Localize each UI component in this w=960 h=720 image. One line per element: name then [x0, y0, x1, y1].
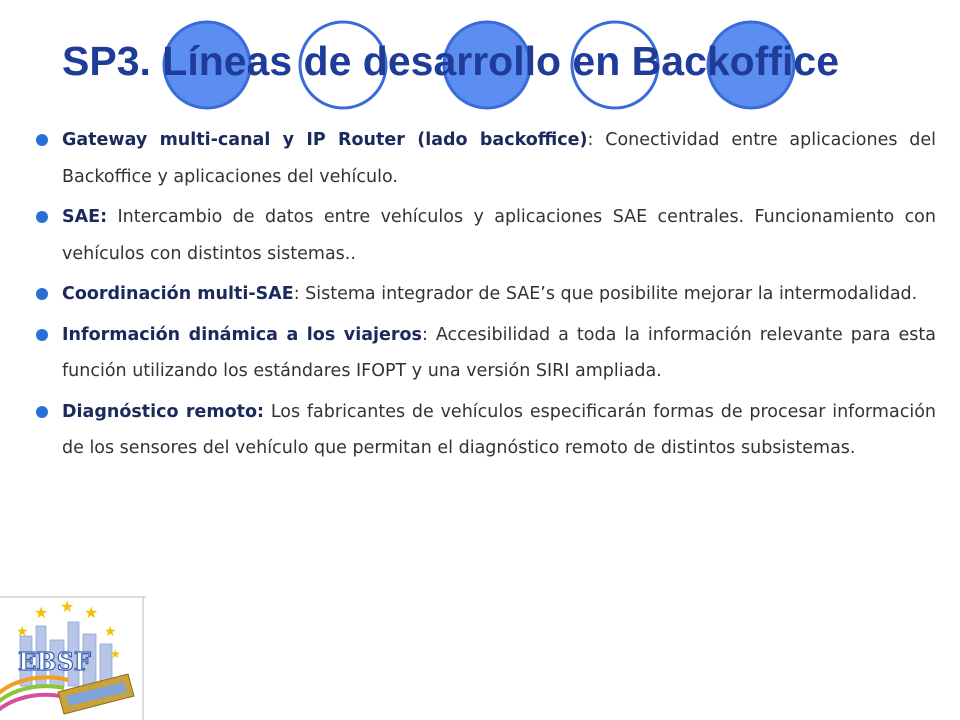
- bullet-list: [36, 122, 936, 471]
- svg-text:★: ★: [84, 603, 99, 622]
- svg-text:★: ★: [16, 624, 29, 640]
- bullet-term: Diagnóstico remoto:: [62, 401, 264, 422]
- ebsf-logo: [0, 596, 146, 720]
- bullet-separator: :: [293, 284, 306, 304]
- bullet-dot-icon: [36, 288, 48, 300]
- bullet-text: Intercambio de datos entre vehículos y aplicaciones SAE centrales. Funcionamiento con vehículos con distintos sistemas..: [62, 207, 936, 264]
- bullet-item-sae: [36, 199, 936, 272]
- svg-text:★: ★: [34, 603, 49, 622]
- bullet-separator: :: [587, 130, 606, 150]
- bullet-separator: :: [421, 324, 436, 345]
- bullet-text: Los fabricantes de vehículos especificarán formas de procesar información de los sensores del vehículo que permitan el diagnóstico remoto de distintos subsistemas.: [62, 401, 936, 458]
- bullet-item-diagnostico: [36, 394, 936, 467]
- bullet-term: Coordinación multi-SAE: [62, 284, 294, 304]
- bullet-term: SAE:: [62, 207, 108, 227]
- svg-text:★: ★: [60, 597, 75, 616]
- svg-text:★: ★: [104, 624, 117, 640]
- svg-text:★: ★: [110, 647, 121, 661]
- bullet-separator: [264, 402, 271, 422]
- slide-title: SP3. Líneas de desarrollo en Backoffice: [62, 38, 840, 84]
- bullet-text: Conectividad entre aplicaciones del Backoffice y aplicaciones del vehículo.: [62, 130, 937, 187]
- bullet-dot-icon: [36, 329, 48, 341]
- bullet-text: Accesibilidad a toda la información relevante para esta función utilizando los estándares IFOPT y una versión SIRI ampliada.: [62, 324, 936, 381]
- bullet-item-informacion: [36, 317, 936, 390]
- bullet-text: Sistema integrador de SAE’s que posibilite mejorar la intermodalidad.: [305, 284, 918, 304]
- bullet-separator: [107, 207, 117, 227]
- bullet-dot-icon: [36, 406, 48, 418]
- bullet-item-gateway: [36, 122, 936, 195]
- logo-text: EBSF: [18, 647, 91, 676]
- bullet-term: Información dinámica a los viajeros: [62, 324, 422, 345]
- bullet-term: Gateway multi-canal y IP Router (lado backoffice): [62, 130, 588, 150]
- bullet-item-coordinacion: [36, 276, 936, 313]
- bullet-dot-icon: [36, 134, 48, 146]
- bullet-dot-icon: [36, 211, 48, 223]
